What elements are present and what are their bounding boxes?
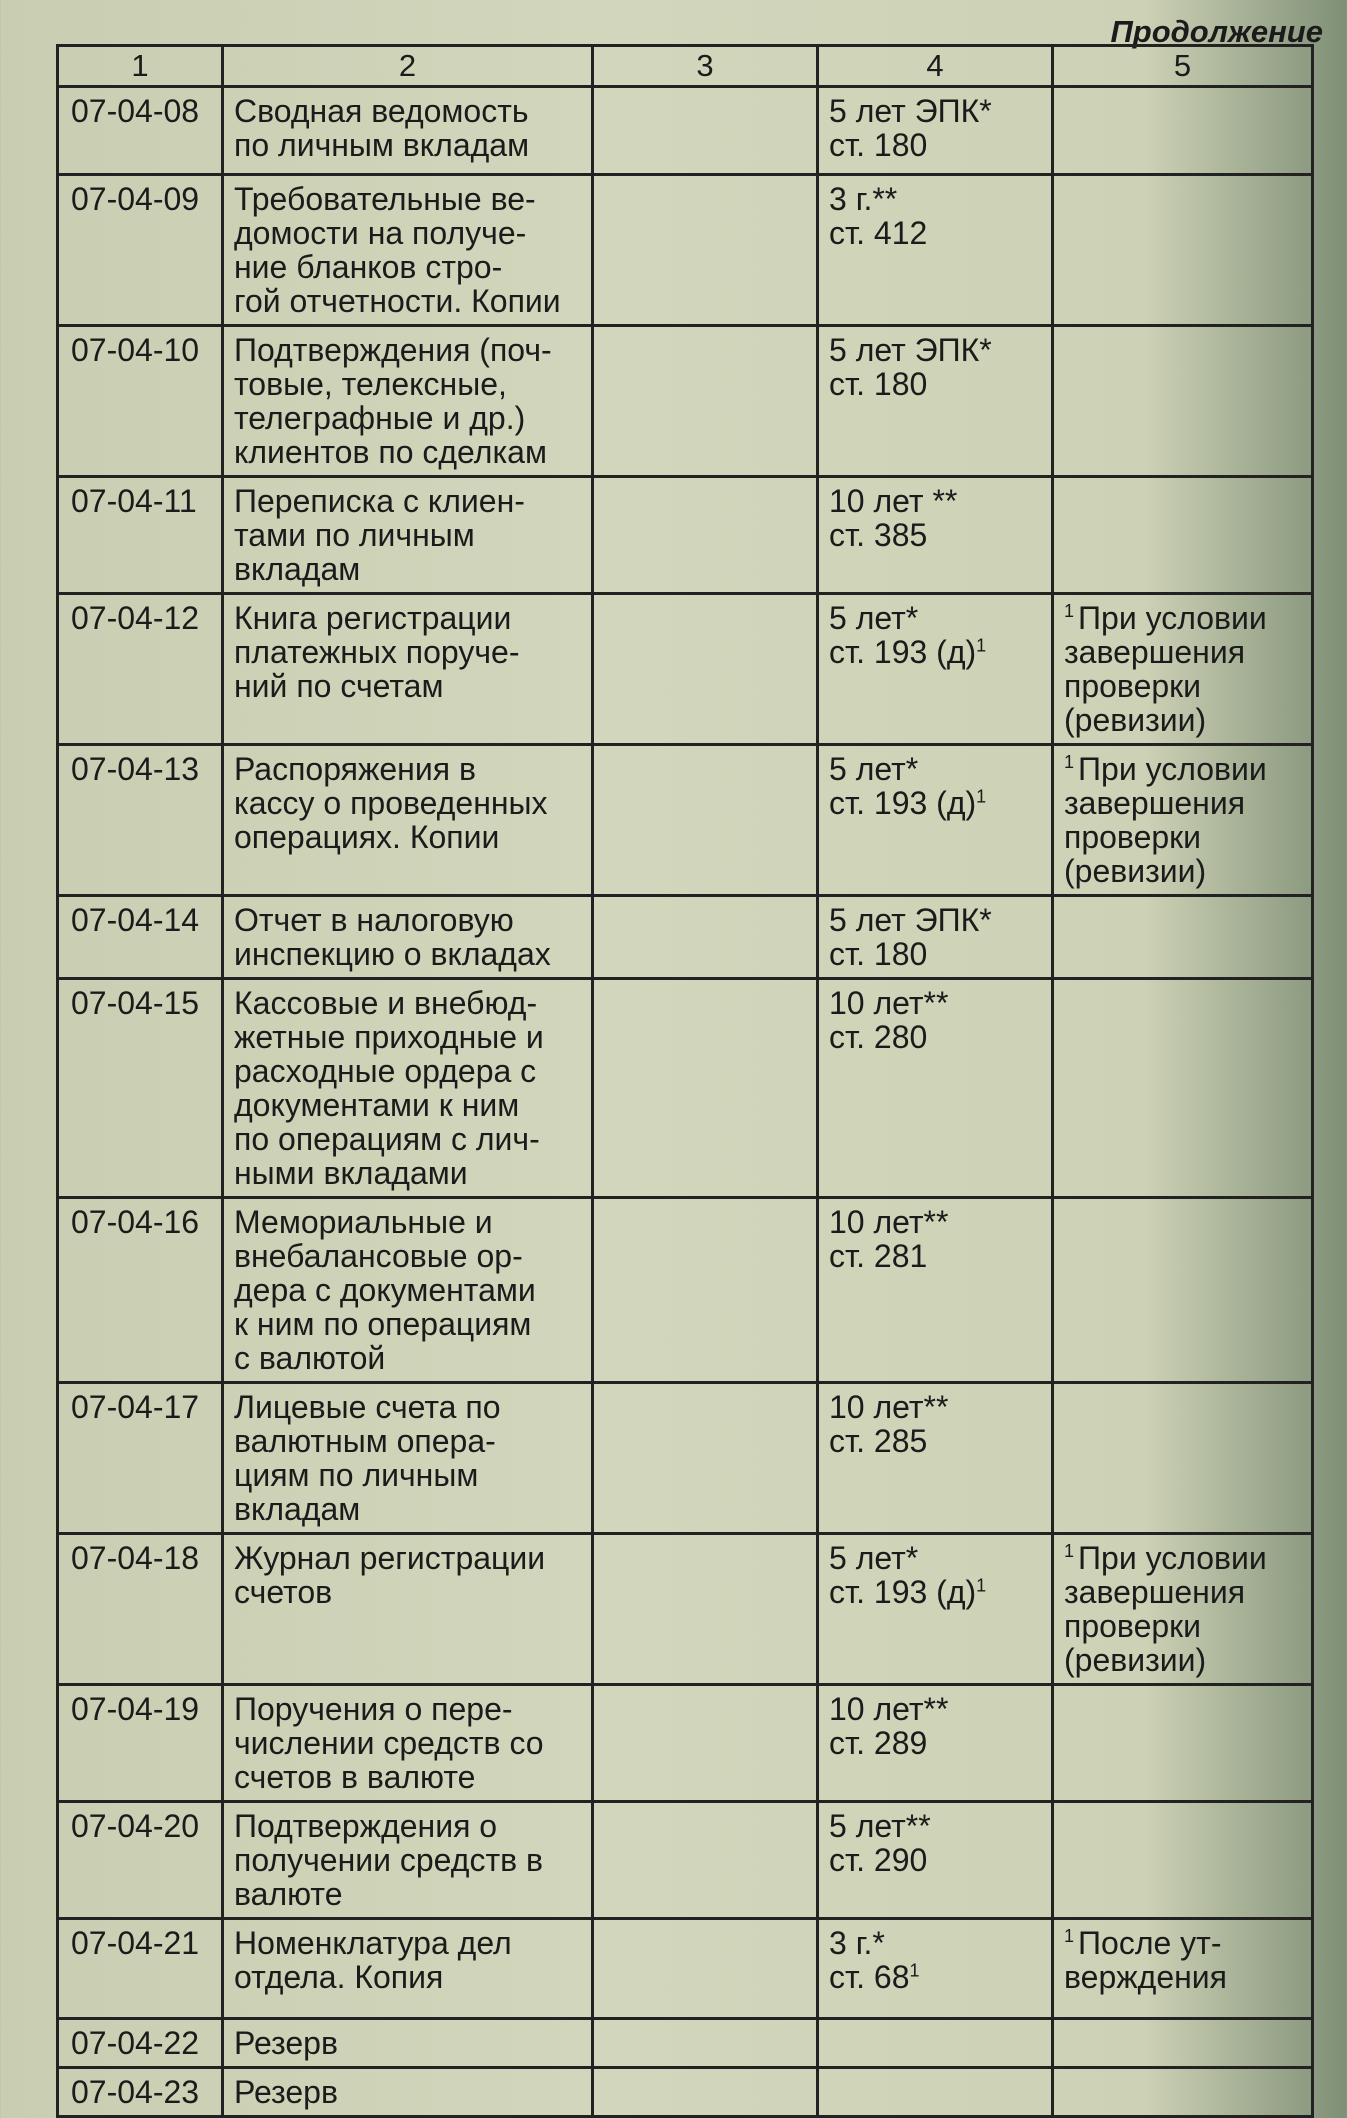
retention-term-cell <box>818 477 1053 594</box>
note-text: завершения <box>1064 1574 1246 1610</box>
item-title-line: кассу о проведенных <box>234 785 548 821</box>
item-title-cell <box>223 87 593 175</box>
item-title-cell <box>223 1919 593 2019</box>
retention-term: 10 лет** <box>829 1204 949 1240</box>
note-text: проверки <box>1064 1608 1202 1644</box>
item-title-line: Подтверждения о <box>234 1808 498 1844</box>
column-3-cell <box>593 326 818 477</box>
item-title-cell <box>223 2019 593 2068</box>
column-3-cell <box>593 1198 818 1383</box>
table-row <box>58 1919 1313 2019</box>
retention-term: 10 лет** <box>829 985 949 1021</box>
item-title-line: счетов в валюте <box>234 1759 476 1795</box>
note-line <box>1064 786 1301 820</box>
retention-term: 5 лет ЭПК* <box>829 332 992 368</box>
note-text: После ут- <box>1078 1925 1222 1961</box>
note-cell <box>1053 1198 1313 1383</box>
article-reference <box>829 1960 1041 1994</box>
item-code-cell: 07-04-17 <box>58 1383 223 1534</box>
note-line <box>1064 1541 1301 1575</box>
note-line <box>1064 1609 1301 1643</box>
item-title-line: документами к ним <box>234 1087 520 1123</box>
note-footnote-number: 1 <box>1064 1926 1075 1947</box>
retention-term-cell <box>818 745 1053 896</box>
note-text: (ревизии) <box>1064 702 1207 738</box>
article-reference <box>829 216 1041 250</box>
table-row <box>58 2068 1313 2117</box>
retention-term-cell <box>818 896 1053 979</box>
article-text: ст. 193 (д) <box>829 785 977 821</box>
item-title-line: товые, телексные, <box>234 366 507 402</box>
item-title-line: ными вкладами <box>234 1155 468 1191</box>
note-cell <box>1053 1534 1313 1685</box>
retention-term: 5 лет ЭПК* <box>829 93 992 129</box>
item-code-cell: 07-04-23 <box>58 2068 223 2117</box>
article-text: ст. 385 <box>829 517 928 553</box>
item-title-line: Мемориальные и <box>234 1204 493 1240</box>
item-code-cell: 07-04-15 <box>58 979 223 1198</box>
item-title-line: Переписка с клиен- <box>234 483 525 519</box>
note-line <box>1064 854 1301 888</box>
article-reference <box>829 518 1041 552</box>
column-header-4: 4 <box>818 46 1053 87</box>
item-title-line: Подтверждения (поч- <box>234 332 552 368</box>
footnote-marker: 1 <box>909 1960 920 1981</box>
item-title-line: гой отчетности. Копии <box>234 283 561 319</box>
note-cell <box>1053 745 1313 896</box>
article-reference <box>829 1020 1041 1054</box>
note-line <box>1064 820 1301 854</box>
column-3-cell <box>593 979 818 1198</box>
retention-term-cell <box>818 979 1053 1198</box>
article-reference <box>829 635 1041 669</box>
note-line <box>1064 601 1301 635</box>
retention-term-cell <box>818 1919 1053 2019</box>
item-title-line: Книга регистрации <box>234 600 512 636</box>
continuation-caption: Продолжение <box>1110 14 1323 49</box>
note-text: При условии <box>1078 600 1267 636</box>
article-text: ст. 193 (д) <box>829 1574 977 1610</box>
note-cell <box>1053 1383 1313 1534</box>
note-text: (ревизии) <box>1064 853 1207 889</box>
article-text: ст. 193 (д) <box>829 634 977 670</box>
retention-term: 5 лет ЭПК* <box>829 902 992 938</box>
note-footnote-number: 1 <box>1064 601 1075 622</box>
column-header-5: 5 <box>1053 46 1313 87</box>
article-text: ст. 281 <box>829 1238 928 1274</box>
retention-term: 3 г.* <box>829 1925 885 1961</box>
column-3-cell <box>593 1919 818 2019</box>
note-cell <box>1053 1685 1313 1802</box>
note-text: завершения <box>1064 634 1246 670</box>
note-cell <box>1053 477 1313 594</box>
item-title-line: Журнал регистрации <box>234 1540 546 1576</box>
item-title-line: вкладам <box>234 551 361 587</box>
item-title-line: тами по личным <box>234 517 475 553</box>
retention-term: 3 г.** <box>829 181 898 217</box>
table-row <box>58 175 1313 326</box>
note-cell <box>1053 1919 1313 2019</box>
table-row <box>58 594 1313 745</box>
note-line <box>1064 703 1301 737</box>
article-reference <box>829 128 1041 162</box>
item-title-cell <box>223 745 593 896</box>
article-text: ст. 412 <box>829 215 928 251</box>
column-3-cell <box>593 1383 818 1534</box>
column-header-2: 2 <box>223 46 593 87</box>
item-title-line: Поручения о пере- <box>234 1691 513 1727</box>
retention-term-cell <box>818 1802 1053 1919</box>
column-header-1: 1 <box>58 46 223 87</box>
article-text: ст. 180 <box>829 936 928 972</box>
item-title-line: жетные приходные и <box>234 1019 544 1055</box>
table-row <box>58 1685 1313 1802</box>
note-text: завершения <box>1064 785 1246 821</box>
column-3-cell <box>593 2019 818 2068</box>
note-cell <box>1053 2068 1313 2117</box>
column-3-cell <box>593 1685 818 1802</box>
article-reference <box>829 1424 1041 1458</box>
item-title-line: по операциям с лич- <box>234 1121 540 1157</box>
item-title-line: Номенклатура дел <box>234 1925 512 1961</box>
article-reference <box>829 1575 1041 1609</box>
article-text: ст. 280 <box>829 1019 928 1055</box>
item-title-line: расходные ордера с <box>234 1053 537 1089</box>
item-code-cell: 07-04-21 <box>58 1919 223 2019</box>
item-title-cell <box>223 175 593 326</box>
note-cell <box>1053 979 1313 1198</box>
column-3-cell <box>593 594 818 745</box>
item-title-line: инспекцию о вкладах <box>234 936 551 972</box>
retention-term: 5 лет* <box>829 1540 919 1576</box>
retention-term: 5 лет* <box>829 600 919 636</box>
item-code-cell: 07-04-08 <box>58 87 223 175</box>
footnote-marker: 1 <box>976 635 987 656</box>
column-3-cell <box>593 1534 818 1685</box>
retention-term-cell <box>818 1383 1053 1534</box>
item-code-cell: 07-04-11 <box>58 477 223 594</box>
item-title-line: клиентов по сделкам <box>234 434 547 470</box>
retention-term-cell <box>818 1534 1053 1685</box>
article-text: ст. 285 <box>829 1423 928 1459</box>
note-line <box>1064 1926 1301 1960</box>
note-line <box>1064 669 1301 703</box>
item-title-line: Резерв <box>234 2074 338 2110</box>
column-3-cell <box>593 175 818 326</box>
footnote-marker: 1 <box>976 786 987 807</box>
article-reference <box>829 786 1041 820</box>
note-cell <box>1053 175 1313 326</box>
note-footnote-number: 1 <box>1064 1541 1075 1562</box>
article-reference <box>829 367 1041 401</box>
item-title-line: Сводная ведомость <box>234 93 529 129</box>
item-title-cell <box>223 1534 593 1685</box>
table-row <box>58 477 1313 594</box>
item-title-cell <box>223 1802 593 1919</box>
retention-term: 10 лет** <box>829 1389 949 1425</box>
article-text: ст. 180 <box>829 127 928 163</box>
header-row <box>58 46 1313 87</box>
item-title-cell <box>223 1198 593 1383</box>
column-3-cell <box>593 1802 818 1919</box>
item-title-line: получении средств в <box>234 1842 543 1878</box>
item-title-line: ние бланков стро- <box>234 249 503 285</box>
note-cell <box>1053 896 1313 979</box>
item-title-cell <box>223 2068 593 2117</box>
retention-term: 5 лет* <box>829 751 919 787</box>
table-row <box>58 896 1313 979</box>
table-body <box>58 87 1313 2117</box>
column-3-cell <box>593 2068 818 2117</box>
item-code-cell: 07-04-10 <box>58 326 223 477</box>
item-title-cell <box>223 594 593 745</box>
item-title-line: Резерв <box>234 2025 338 2061</box>
item-title-line: числении средств со <box>234 1725 544 1761</box>
article-text: ст. 290 <box>829 1842 928 1878</box>
column-3-cell <box>593 745 818 896</box>
article-reference <box>829 1239 1041 1273</box>
item-title-cell <box>223 896 593 979</box>
table-row <box>58 745 1313 896</box>
table-row <box>58 1198 1313 1383</box>
note-text: (ревизии) <box>1064 1642 1207 1678</box>
item-title-line: Распоряжения в <box>234 751 476 787</box>
column-header-3: 3 <box>593 46 818 87</box>
item-title-line: операциях. Копии <box>234 819 500 855</box>
note-text: верждения <box>1064 1959 1227 1995</box>
retention-term-cell <box>818 1198 1053 1383</box>
item-title-line: дера с документами <box>234 1272 536 1308</box>
note-cell <box>1053 326 1313 477</box>
note-line <box>1064 1575 1301 1609</box>
item-title-line: домости на получе- <box>234 215 527 251</box>
item-title-line: отдела. Копия <box>234 1959 444 1995</box>
retention-term-cell <box>818 1685 1053 1802</box>
item-code-cell: 07-04-20 <box>58 1802 223 1919</box>
item-code-cell: 07-04-09 <box>58 175 223 326</box>
column-3-cell <box>593 477 818 594</box>
item-title-line: ний по счетам <box>234 668 444 704</box>
item-code-cell: 07-04-22 <box>58 2019 223 2068</box>
note-cell <box>1053 87 1313 175</box>
item-title-line: циям по личным <box>234 1457 479 1493</box>
article-text: ст. 289 <box>829 1725 928 1761</box>
article-text: ст. 180 <box>829 366 928 402</box>
retention-term-cell <box>818 2019 1053 2068</box>
table-row <box>58 2019 1313 2068</box>
item-title-line: валютным опера- <box>234 1423 496 1459</box>
item-title-line: платежных поруче- <box>234 634 520 670</box>
note-line <box>1064 635 1301 669</box>
note-cell <box>1053 594 1313 745</box>
item-title-cell <box>223 477 593 594</box>
retention-term-cell <box>818 87 1053 175</box>
item-code-cell: 07-04-18 <box>58 1534 223 1685</box>
article-text: ст. 68 <box>829 1959 910 1995</box>
item-title-line: с валютой <box>234 1340 386 1376</box>
item-title-cell <box>223 326 593 477</box>
note-cell <box>1053 1802 1313 1919</box>
item-title-cell <box>223 1383 593 1534</box>
table-row <box>58 979 1313 1198</box>
note-text: проверки <box>1064 668 1202 704</box>
item-title-cell <box>223 1685 593 1802</box>
note-text: проверки <box>1064 819 1202 855</box>
retention-term: 10 лет ** <box>829 483 958 519</box>
table-row <box>58 87 1313 175</box>
note-text: При условии <box>1078 1540 1267 1576</box>
retention-term: 5 лет** <box>829 1808 931 1844</box>
item-title-line: Требовательные ве- <box>234 181 536 217</box>
item-title-line: валюте <box>234 1876 343 1912</box>
retention-term-cell <box>818 175 1053 326</box>
footnote-marker: 1 <box>976 1575 987 1596</box>
item-title-line: внебалансовые ор- <box>234 1238 523 1274</box>
item-code-cell: 07-04-12 <box>58 594 223 745</box>
note-footnote-number: 1 <box>1064 752 1075 773</box>
item-title-cell <box>223 979 593 1198</box>
retention-term: 10 лет** <box>829 1691 949 1727</box>
article-reference <box>829 1726 1041 1760</box>
item-title-line: Лицевые счета по <box>234 1389 501 1425</box>
item-code-cell: 07-04-16 <box>58 1198 223 1383</box>
item-title-line: вкладам <box>234 1491 361 1527</box>
column-3-cell <box>593 896 818 979</box>
item-title-line: к ним по операциям <box>234 1306 532 1342</box>
article-reference <box>829 1843 1041 1877</box>
item-title-line: по личным вкладам <box>234 127 530 163</box>
article-reference <box>829 937 1041 971</box>
item-title-line: Кассовые и внебюд- <box>234 985 538 1021</box>
note-line <box>1064 1643 1301 1677</box>
table-row <box>58 1383 1313 1534</box>
item-code-cell: 07-04-13 <box>58 745 223 896</box>
item-code-cell: 07-04-14 <box>58 896 223 979</box>
column-3-cell <box>593 87 818 175</box>
item-title-line: Отчет в налоговую <box>234 902 514 938</box>
note-line <box>1064 752 1301 786</box>
item-code-cell: 07-04-19 <box>58 1685 223 1802</box>
note-cell <box>1053 2019 1313 2068</box>
note-line <box>1064 1960 1301 1994</box>
nomenclature-table <box>56 44 1314 2118</box>
note-text: При условии <box>1078 751 1267 787</box>
table-row <box>58 1802 1313 1919</box>
retention-term-cell <box>818 326 1053 477</box>
item-title-line: счетов <box>234 1574 333 1610</box>
retention-term-cell <box>818 594 1053 745</box>
table-row <box>58 1534 1313 1685</box>
retention-term-cell <box>818 2068 1053 2117</box>
item-title-line: телеграфные и др.) <box>234 400 526 436</box>
table-row <box>58 326 1313 477</box>
